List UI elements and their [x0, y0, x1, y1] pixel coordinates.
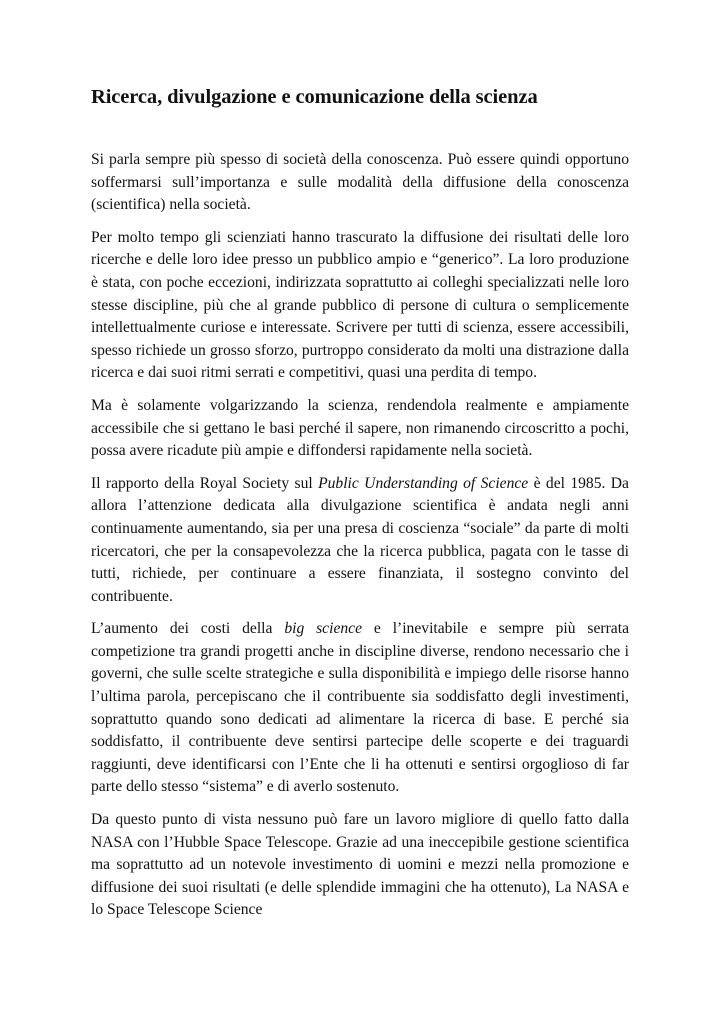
paragraph-5-text-after: e l’inevitabile e sempre più serrata competizione tra grandi progetti anche in discipline diverse, rendono necessario che i governi, che sulle scelte strategiche e sulla disponibilità e impiego delle risorse hanno l’ultima parola, percepiscano che il contribuente sia soddisfatto degli investimenti, soprattutto quando sono dedicati ad alimentare la ricerca di base. E perché sia soddisfatto, il contribuente deve sentirsi partecipe delle scoperte e dei traguardi raggiunti, deve identificarsi con l’Ente che li ha ottenuti e sentirsi orgoglioso di far parte dello stesso “sistema” e di averlo sostenuto. [91, 620, 629, 796]
paragraph-4-text-after: è del 1985. Da allora l’attenzione dedicata alla divulgazione scientifica è andata negli anni continuamente aumentando, sia per una presa di coscienza “sociale” da parte di molti ricercatori, che per la consapevolezza che la ricerca pubblica, pagata con le tasse di tutti, richiede, per continuare a essere finanziata, il sostegno convinto del contribuente. [91, 474, 629, 605]
paragraph-6: Da questo punto di vista nessuno può fare un lavoro migliore di quello fatto dalla NASA con l’Hubble Space Telescope. Grazie ad una ineccepibile gestione scientifica ma soprattutto ad un notevole investimento di uomini e mezzi nella promozione e diffusione dei suoi risultati (e delle splendide immagini che ha ottenuto), La NASA e lo Space Telescope Science [91, 811, 629, 919]
paragraph-2: Per molto tempo gli scienziati hanno trascurato la diffusione dei risultati delle loro ricerche e delle loro idee presso un pubblico ampio e “generico”. La loro produzione è stata, con poche eccezioni, indirizzata soprattutto ai colleghi specializzati nelle loro stesse discipline, più che al grande pubblico di persone di cultura o semplicemente intellettualmente curiose e interessate. Scrivere per tutti di scienza, essere accessibili, spesso richiede un grosso sforzo, purtroppo considerato da molti una distrazione dalla ricerca e dai suoi ritmi serrati e competitivi, quasi una perdita di tempo. [91, 228, 629, 382]
document-page [91, 83, 629, 932]
paragraph-5-text-before: L’aumento dei costi della [91, 620, 285, 638]
paragraph-5 [91, 618, 629, 799]
document-title: Ricerca, divulgazione e comunicazione della scienza [91, 86, 538, 108]
paragraph-5-italic-term: big science [284, 620, 363, 638]
paragraph-4-text-before: Il rapporto della Royal Society sul [91, 474, 319, 492]
paragraph-4 [91, 473, 629, 609]
paragraph-1: Si parla sempre più spesso di società della conoscenza. Può essere quindi opportuno soffermarsi sull’importanza e sulle modalità della diffusione della conoscenza (scientifica) nella società. [91, 151, 629, 214]
paragraph-3: Ma è solamente volgarizzando la scienza, rendendola realmente e ampiamente accessibile che si gettano le basi perché il sapere, non rimanendo circoscritto a pochi, possa avere ricadute più ampie e diffondersi rapidamente nella società. [91, 396, 629, 460]
paragraph-4-italic-title: Public Understanding of Science [318, 474, 529, 492]
